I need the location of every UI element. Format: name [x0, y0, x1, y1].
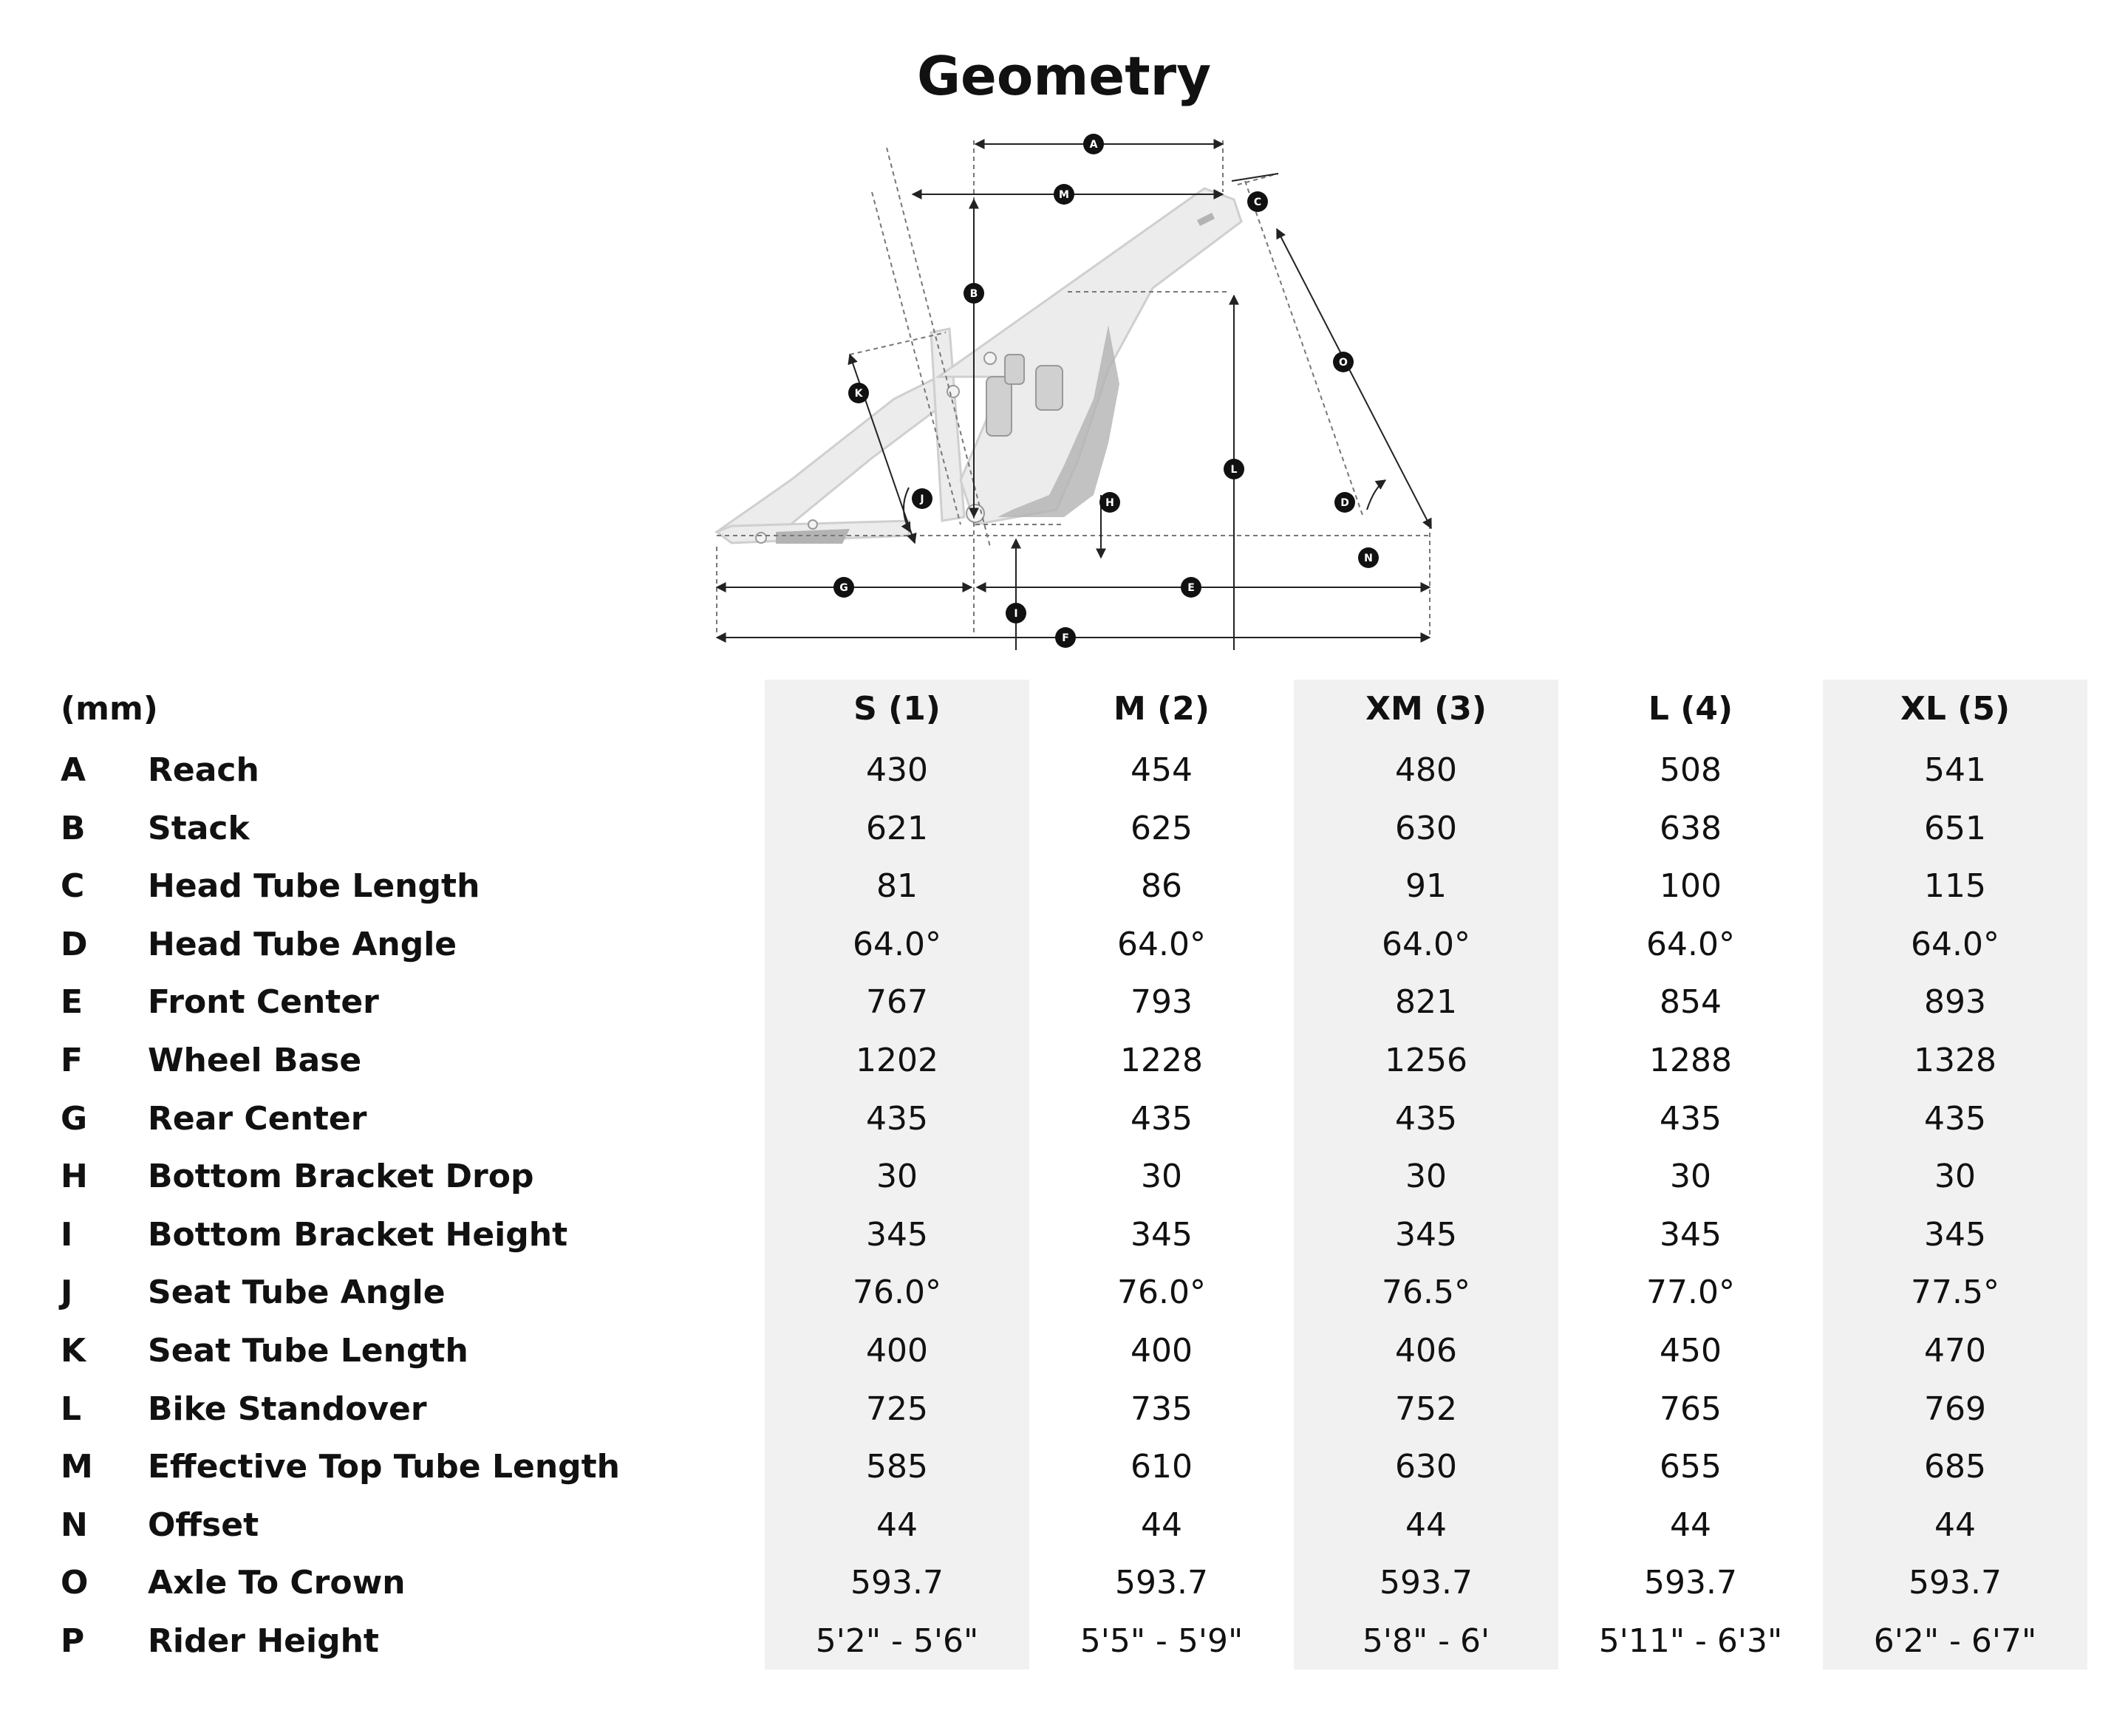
- table-row: [0, 799, 2128, 858]
- row-letter: I: [61, 1215, 73, 1254]
- table-row: [0, 1206, 2128, 1264]
- geometry-table: [0, 680, 2128, 1670]
- table-cell: 6'2" - 6'7": [1873, 1622, 2037, 1660]
- table-cell: 1256: [1385, 1042, 1467, 1079]
- table-cell: 345: [1924, 1215, 1986, 1254]
- table-cell: 435: [1130, 1099, 1193, 1138]
- table-cell: 655: [1660, 1448, 1722, 1486]
- badge-k: [848, 383, 869, 403]
- row-letter: C: [61, 867, 85, 906]
- table-cell: 30: [876, 1158, 918, 1196]
- table-cell: 430: [866, 751, 928, 789]
- row-letter: F: [61, 1042, 83, 1079]
- badge-h: [1099, 492, 1120, 513]
- table-cell: 541: [1924, 751, 1986, 789]
- table-cell: 1328: [1914, 1042, 1996, 1079]
- table-row: [0, 1438, 2128, 1496]
- table-cell: 769: [1924, 1390, 1986, 1428]
- svg-text:L: L: [1230, 464, 1238, 476]
- table-cell: 91: [1405, 867, 1447, 906]
- row-label: Effective Top Tube Length: [148, 1448, 621, 1486]
- size-header: S (1): [853, 690, 941, 728]
- table-cell: 821: [1395, 983, 1457, 1022]
- badge-b: [964, 283, 984, 304]
- table-cell: 81: [876, 867, 918, 906]
- badge-o: [1333, 352, 1354, 372]
- table-cell: 765: [1660, 1390, 1722, 1428]
- row-label: Bike Standover: [148, 1390, 427, 1428]
- row-letter: A: [61, 751, 86, 789]
- table-cell: 767: [866, 983, 928, 1022]
- table-cell: 44: [876, 1506, 918, 1544]
- table-row: [0, 1612, 2128, 1670]
- table-cell: 621: [866, 809, 928, 847]
- row-letter: L: [61, 1390, 82, 1428]
- table-cell: 76.0°: [853, 1274, 941, 1312]
- table-row: [0, 1554, 2128, 1612]
- table-cell: 44: [1934, 1506, 1976, 1544]
- badge-i: [1006, 603, 1026, 623]
- page-title: Geometry: [916, 45, 1212, 107]
- table-row: [0, 1380, 2128, 1438]
- row-letter: H: [61, 1158, 88, 1196]
- table-cell: 735: [1130, 1390, 1193, 1428]
- header-row: [0, 680, 2128, 738]
- table-cell: 435: [1395, 1099, 1457, 1138]
- badge-c: [1247, 191, 1268, 212]
- row-label: Front Center: [148, 983, 379, 1022]
- table-cell: 64.0°: [1911, 925, 1999, 963]
- table-cell: 5'8" - 6': [1362, 1622, 1490, 1660]
- svg-text:A: A: [1089, 139, 1098, 151]
- table-cell: 30: [1405, 1158, 1447, 1196]
- table-cell: 1202: [856, 1042, 938, 1079]
- svg-text:J: J: [920, 493, 924, 505]
- table-row: [0, 857, 2128, 915]
- svg-text:K: K: [854, 388, 863, 400]
- row-letter: B: [61, 809, 86, 847]
- table-cell: 651: [1924, 809, 1986, 847]
- row-label: Bottom Bracket Drop: [148, 1158, 534, 1196]
- table-cell: 593.7: [850, 1564, 944, 1602]
- table-cell: 593.7: [1115, 1564, 1208, 1602]
- table-cell: 450: [1660, 1332, 1722, 1370]
- badge-g: [833, 577, 854, 598]
- badge-f: [1055, 627, 1076, 648]
- table-cell: 435: [866, 1099, 928, 1138]
- table-row: [0, 1263, 2128, 1322]
- table-cell: 44: [1670, 1506, 1711, 1544]
- svg-text:B: B: [969, 288, 978, 300]
- table-cell: 470: [1924, 1332, 1986, 1370]
- table-cell: 5'11" - 6'3": [1598, 1622, 1783, 1660]
- row-label: Rear Center: [148, 1099, 367, 1138]
- table-row: [0, 1090, 2128, 1148]
- table-row: [0, 741, 2128, 799]
- table-cell: 86: [1141, 867, 1182, 906]
- table-cell: 30: [1141, 1158, 1182, 1196]
- badge-j: [912, 488, 932, 509]
- table-cell: 593.7: [1380, 1564, 1473, 1602]
- size-header: XM (3): [1365, 690, 1487, 728]
- table-cell: 77.0°: [1646, 1274, 1735, 1312]
- table-cell: 480: [1395, 751, 1457, 789]
- table-cell: 752: [1395, 1390, 1457, 1428]
- geometry-diagram: [695, 133, 1456, 665]
- table-cell: 1288: [1649, 1042, 1732, 1079]
- table-cell: 854: [1660, 983, 1722, 1022]
- svg-text:N: N: [1364, 553, 1373, 564]
- badge-d: [1334, 492, 1355, 513]
- table-cell: 725: [866, 1390, 928, 1428]
- size-header: M (2): [1114, 690, 1210, 728]
- badge-a: [1083, 134, 1104, 154]
- svg-text:H: H: [1105, 497, 1114, 509]
- table-row: [0, 1031, 2128, 1090]
- svg-text:E: E: [1187, 582, 1195, 594]
- svg-text:C: C: [1253, 197, 1262, 208]
- row-label: Rider Height: [148, 1622, 379, 1660]
- table-cell: 64.0°: [1117, 925, 1206, 963]
- row-label: Stack: [148, 809, 250, 847]
- svg-text:D: D: [1340, 497, 1349, 509]
- badge-m: [1054, 184, 1074, 205]
- table-row: [0, 973, 2128, 1031]
- table-cell: 44: [1141, 1506, 1182, 1544]
- svg-text:O: O: [1339, 357, 1348, 369]
- table-cell: 893: [1924, 983, 1986, 1022]
- row-letter: D: [61, 925, 88, 963]
- row-label: Wheel Base: [148, 1042, 362, 1079]
- table-cell: 5'2" - 5'6": [815, 1622, 979, 1660]
- table-cell: 625: [1130, 809, 1193, 847]
- table-cell: 593.7: [1644, 1564, 1737, 1602]
- table-cell: 630: [1395, 809, 1457, 847]
- table-cell: 64.0°: [853, 925, 941, 963]
- unit-label: (mm): [61, 690, 158, 728]
- table-cell: 345: [1130, 1215, 1193, 1254]
- svg-text:M: M: [1059, 189, 1069, 201]
- row-label: Head Tube Length: [148, 867, 480, 906]
- table-cell: 345: [1395, 1215, 1457, 1254]
- table-cell: 406: [1395, 1332, 1457, 1370]
- table-cell: 585: [866, 1448, 928, 1486]
- table-cell: 30: [1670, 1158, 1711, 1196]
- row-letter: E: [61, 983, 83, 1022]
- table-cell: 638: [1660, 809, 1722, 847]
- row-label: Axle To Crown: [148, 1564, 406, 1602]
- table-cell: 115: [1924, 867, 1986, 906]
- table-cell: 435: [1660, 1099, 1722, 1138]
- table-cell: 345: [866, 1215, 928, 1254]
- table-cell: 454: [1130, 751, 1193, 789]
- size-header: L (4): [1648, 690, 1733, 728]
- badge-l: [1224, 459, 1244, 479]
- table-cell: 400: [866, 1332, 928, 1370]
- table-cell: 44: [1405, 1506, 1447, 1544]
- table-cell: 685: [1924, 1448, 1986, 1486]
- row-letter: K: [61, 1332, 86, 1370]
- size-header: XL (5): [1900, 690, 2011, 728]
- row-letter: G: [61, 1099, 88, 1138]
- table-cell: 76.0°: [1117, 1274, 1206, 1312]
- table-cell: 5'5" - 5'9": [1080, 1622, 1244, 1660]
- row-label: Reach: [148, 751, 259, 789]
- row-label: Seat Tube Length: [148, 1332, 468, 1370]
- table-cell: 345: [1660, 1215, 1722, 1254]
- row-label: Bottom Bracket Height: [148, 1215, 568, 1254]
- table-cell: 30: [1934, 1158, 1976, 1196]
- row-label: Head Tube Angle: [148, 925, 457, 963]
- badge-n: [1358, 547, 1379, 568]
- row-letter: N: [61, 1506, 88, 1544]
- row-label: Offset: [148, 1506, 259, 1544]
- table-cell: 64.0°: [1382, 925, 1470, 963]
- table-row: [0, 915, 2128, 974]
- badge-e: [1181, 577, 1201, 598]
- bike-frame: [717, 188, 1241, 544]
- table-cell: 77.5°: [1911, 1274, 1999, 1312]
- row-letter: J: [61, 1274, 73, 1312]
- svg-text:G: G: [839, 582, 848, 594]
- table-cell: 793: [1130, 983, 1193, 1022]
- svg-text:F: F: [1062, 632, 1069, 644]
- table-row: [0, 1496, 2128, 1554]
- table-row: [0, 1147, 2128, 1206]
- table-cell: 593.7: [1909, 1564, 2002, 1602]
- table-cell: 610: [1130, 1448, 1193, 1486]
- row-label: Seat Tube Angle: [148, 1274, 446, 1312]
- table-row: [0, 1322, 2128, 1380]
- svg-text:I: I: [1014, 608, 1018, 620]
- table-cell: 435: [1924, 1099, 1986, 1138]
- table-cell: 508: [1660, 751, 1722, 789]
- table-cell: 400: [1130, 1332, 1193, 1370]
- table-cell: 64.0°: [1646, 925, 1735, 963]
- table-cell: 76.5°: [1382, 1274, 1470, 1312]
- row-letter: O: [61, 1564, 89, 1602]
- row-letter: P: [61, 1622, 85, 1660]
- table-cell: 1228: [1120, 1042, 1203, 1079]
- row-letter: M: [61, 1448, 93, 1486]
- table-cell: 630: [1395, 1448, 1457, 1486]
- table-cell: 100: [1660, 867, 1722, 906]
